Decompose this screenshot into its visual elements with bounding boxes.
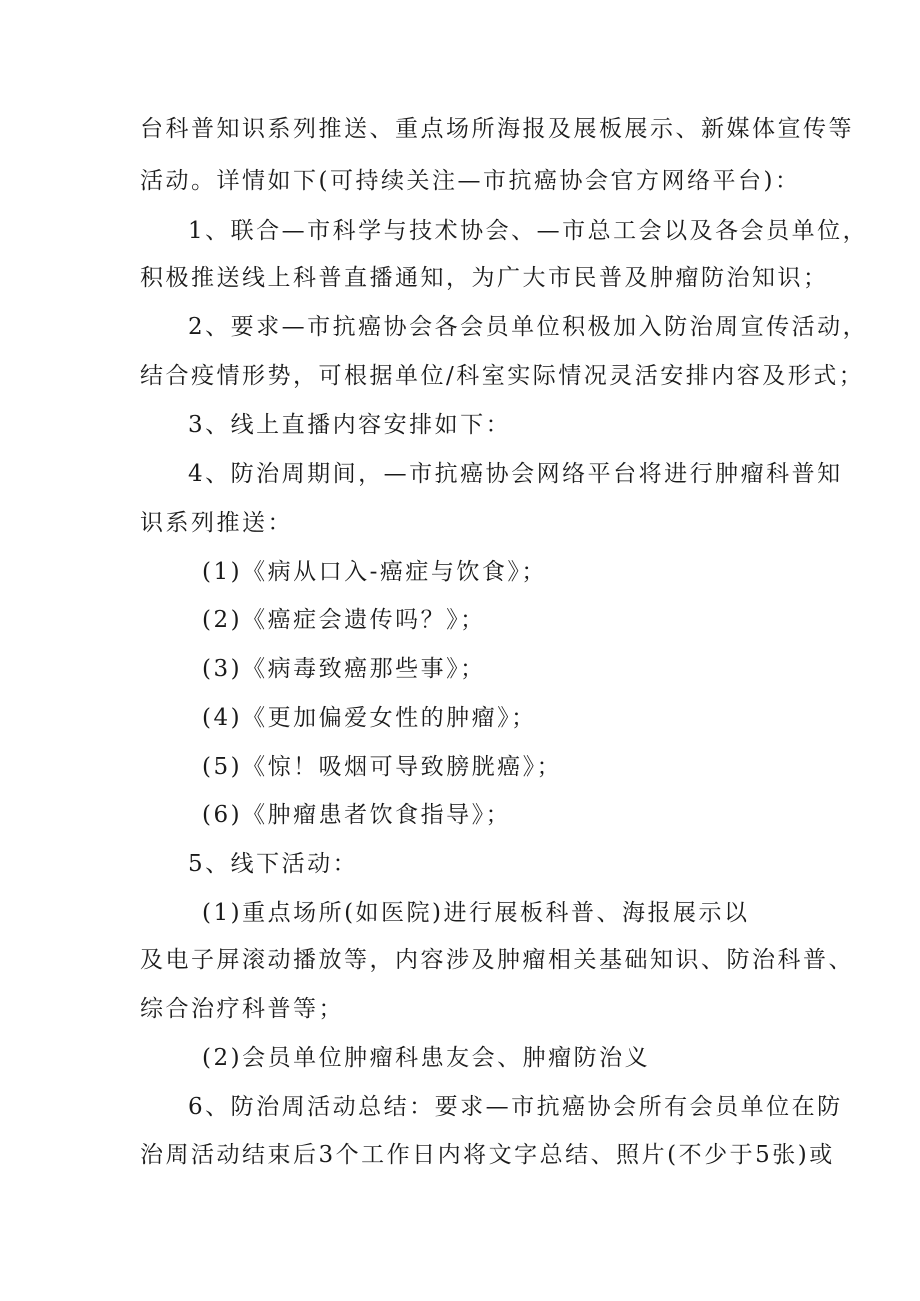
text-line-18: 及电子屏滚动播放等，内容涉及肿瘤相关基础知识、防治科普、 [140,947,854,973]
text-line-19: 综合治疗科普等； [140,996,344,1022]
text-line-7: 3、线上直播内容安排如下： [188,412,512,438]
text-line-11: (2)《癌症会遗传吗？》； [202,607,486,633]
text-line-6: 结合疫情形势，可根据单位/科室实际情况灵活安排内容及形式； [140,363,865,389]
text-line-21: 6、防治周活动总结：要求—市抗癌协会所有会员单位在防 [188,1094,843,1120]
text-line-17: (1)重点场所(如医院)进行展板科普、海报展示以 [202,900,750,926]
text-line-15: (6)《肿瘤患者饮食指导》； [202,802,512,828]
text-line-1: 台科普知识系列推送、重点场所海报及展板展示、新媒体宣传等 [140,116,854,142]
text-line-12: (3)《病毒致癌那些事》； [202,656,486,682]
text-line-16: 5、线下活动： [188,851,359,877]
text-line-8: 4、防治周期间，—市抗癌协会网络平台将进行肿瘤科普知 [188,461,843,487]
text-line-14: (5)《惊！吸烟可导致膀胱癌》； [202,754,563,780]
text-line-9: 识系列推送： [140,510,293,536]
text-line-22: 治周活动结束后3个工作日内将文字总结、照片(不少于5张)或 [140,1142,835,1168]
text-line-3: 1、联合—市科学与技术协会、—市总工会以及各会员单位， [188,218,869,244]
text-line-13: (4)《更加偏爱女性的肿瘤》； [202,705,537,731]
text-line-5: 2、要求—市抗癌协会各会员单位积极加入防治周宣传活动， [188,314,869,340]
text-line-4: 积极推送线上科普直播通知，为广大市民普及肿瘤防治知识； [140,265,829,291]
text-line-10: (1)《病从口入-癌症与饮食》； [202,559,547,585]
text-line-2: 活动。详情如下(可持续关注—市抗癌协会官方网络平台)： [140,168,801,194]
text-line-20: (2)会员单位肿瘤科患友会、肿瘤防治义 [202,1045,651,1071]
